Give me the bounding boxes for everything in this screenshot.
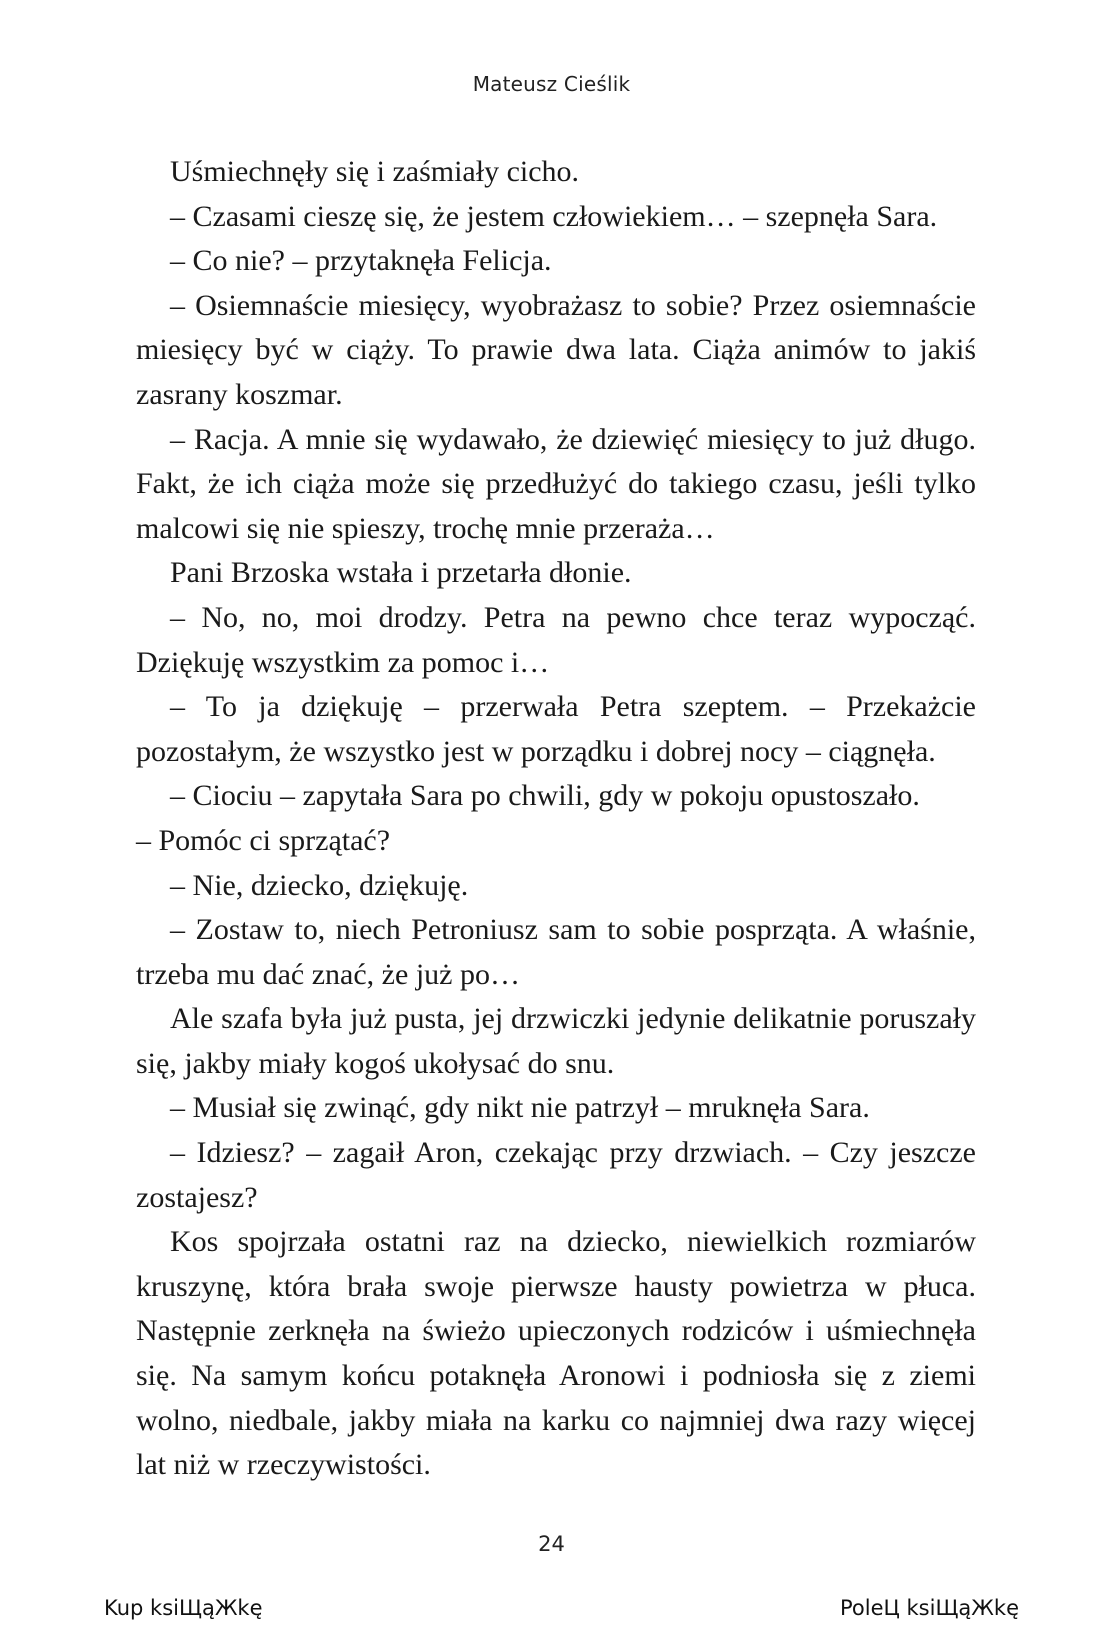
paragraph: – To ja dziękuję – przerwała Petra szeptem. – Przekażcie pozostałym, że wszystko jest w porządku i dobrej nocy – ciągnęła. <box>136 690 976 768</box>
paragraph: – Nie, dziecko, dziękuję. <box>170 868 469 902</box>
paragraph: Pani Brzoska wstała i przetarła dłonie. <box>170 556 632 590</box>
paragraph: – No, no, moi drodzy. Petra na pewno chce teraz wypocząć. Dziękuję wszystkim za pomoc i… <box>136 600 976 679</box>
page-number: 24 <box>538 1532 565 1556</box>
recommend-book-link[interactable]: PoleЦ ksiЩąЖkę <box>840 1596 1019 1620</box>
buy-book-link[interactable]: Kup ksiЩąЖkę <box>104 1596 263 1620</box>
paragraph: – Czasami cieszę się, że jestem człowiekiem… – szepnęła Sara. <box>170 199 938 233</box>
paragraph: – Zostaw to, niech Petroniusz sam to sobie posprząta. A właśnie, trzeba mu dać znać, że już po… <box>136 913 976 991</box>
paragraph: – Racja. A mnie się wydawało, że dziewięć miesięcy to już długo. Fakt, że ich ciąża może się przedłużyć do takiego czasu, jeśli tylko malcowi się nie spieszy, trochę mnie przeraża… <box>136 422 976 545</box>
paragraph: – Osiemnaście miesięcy, wyobrażasz to sobie? Przez osiemnaście miesięcy być w ciąży. To prawie dwa lata. Ciąża animów to jakiś zasrany koszmar. <box>136 288 976 411</box>
paragraph: – Ciociu – zapytała Sara po chwili, gdy w pokoju opustoszało. <box>170 779 920 813</box>
paragraph: Ale szafa była już pusta, jej drzwiczki jedynie delikatnie poruszały się, jakby miały kogoś ukołysać do snu. <box>136 1002 976 1080</box>
paragraph: Uśmiechnęły się i zaśmiały cicho. <box>170 155 580 188</box>
paragraph: – Pomóc ci sprzątać? <box>136 823 391 857</box>
paragraph: – Musiał się zwinąć, gdy nikt nie patrzył – mruknęła Sara. <box>170 1091 870 1125</box>
running-header-author: Mateusz Cieślik <box>472 72 631 96</box>
paragraph: – Idziesz? – zagaił Aron, czekając przy drzwiach. – Czy jeszcze zostajesz? <box>136 1136 976 1214</box>
paragraph: Kos spojrzała ostatni raz na dziecko, niewielkich rozmiarów kruszynę, która brała swoje pierwsze hausty powietrza w płuca. Następnie zerknęła na świeżo upieczonych rodziców i uśmiechnęła się. Na samym końcu potaknęła Aronowi i podniosła się z ziemi wolno, niedbale, jakby miała na karku co najmniej dwa razy więcej lat niż w rzeczywistości. <box>136 1225 976 1482</box>
body-text <box>136 150 976 1488</box>
paragraph: – Co nie? – przytaknęła Felicja. <box>170 244 552 278</box>
